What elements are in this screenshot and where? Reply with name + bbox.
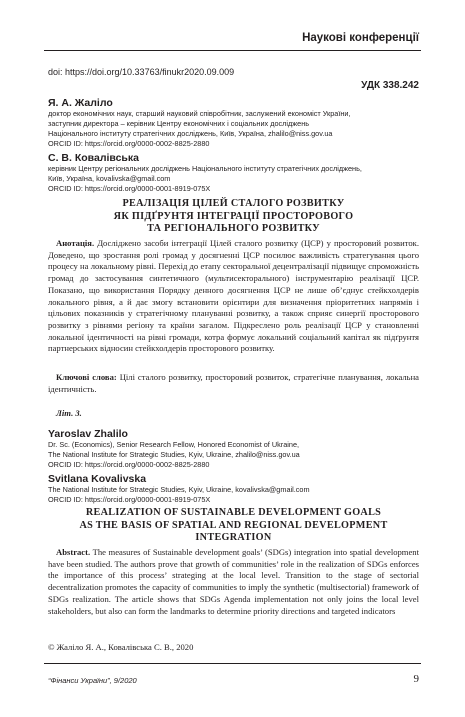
copyright-notice: © Жаліло Я. А., Ковалівська С. В., 2020 — [48, 642, 194, 652]
keywords-text: Цілі сталого розвитку, просторовий розвиток, стратегічне планування, локальна ідентичність. — [48, 372, 419, 394]
udc-code: УДК 338.242 — [361, 80, 419, 91]
affiliation-line: Dr. Sc. (Economics), Senior Research Fellow, Honored Economist of Ukraine, — [48, 440, 300, 449]
section-header: Наукові конференції — [302, 32, 419, 44]
author-block-uk-2 — [48, 152, 419, 194]
abstract-en — [48, 547, 419, 617]
author-name: Я. А. Жаліло — [48, 97, 113, 109]
keywords-label: Ключові слова: — [56, 372, 117, 382]
author-name: Yaroslav Zhalilo — [48, 428, 128, 440]
footer-rule — [44, 663, 421, 664]
article-title-en — [48, 507, 419, 545]
affiliation-line: Київ, Україна, kovalivska@gmail.com — [48, 174, 171, 183]
title-line: РЕАЛІЗАЦІЯ ЦІЛЕЙ СТАЛОГО РОЗВИТКУ — [122, 198, 345, 209]
abstract-text: Досліджено засоби інтеграції Цілей сталого розвитку (ЦСР) у просторовий розвиток. Доведено, що зростання ролі громад у досягненні ЦСР посилює важливість стратегування цього процесу на локальному рівні. Перехід до етапу секторальної децентралізації підвищує спроможність громад до застосування синтетичного (мультисекторального) інструментарію реалізації ЦСР. Показано, що використання Порядку денного досягнення ЦСР не лише об’єднує стейкхолдерів локального рівня, а й дає змогу встановити орієнтири для визначення пріоритетних напрямів і цільових показників у стратегічному плануванні розвитку, а також сприяє синергії просторового розвитку з рівнями регіону та країни загалом. Підкреслено роль реалізації ЦСР у становленні локальної ідентичності на рівні громади, котра формує локальний соціальний капітал як підґрунтя партнерських відносин стейкхолдерів просторового розвитку. — [48, 238, 419, 354]
abstract-label: Анотація. — [56, 238, 95, 248]
orcid-line[interactable]: ORCID ID: https://orcid.org/0000-0001-8919-075X — [48, 495, 211, 504]
affiliation-line: The National Institute for Strategic Studies, Kyiv, Ukraine, kovalivska@gmail.com — [48, 485, 310, 494]
affiliation-line: Національного інституту стратегічних досліджень, Київ, Україна, zhalilo@niss.gov.ua — [48, 129, 333, 138]
orcid-line[interactable]: ORCID ID: https://orcid.org/0000-0002-8825-2880 — [48, 139, 210, 148]
title-line: ЯК ПІДҐРУНТЯ ІНТЕГРАЦІЇ ПРОСТОРОВОГО — [113, 210, 354, 222]
abstract-label: Abstract. — [56, 547, 91, 557]
author-name: С. В. Ковалівська — [48, 152, 139, 164]
keywords-uk — [48, 372, 419, 395]
footer-journal-name: “Фінанси України”, 9/2020 — [48, 676, 137, 685]
affiliation-line: доктор економічних наук, старший науковий співробітник, заслужений економіст України, — [48, 109, 351, 118]
title-line: INTEGRATION — [195, 532, 272, 543]
page-number: 9 — [413, 673, 419, 685]
affiliation-line: керівник Центру регіональних досліджень Національного інституту стратегічних досліджень, — [48, 164, 362, 173]
header-rule — [44, 50, 421, 51]
author-name: Svitlana Kovalivska — [48, 473, 147, 485]
title-line: ТА РЕГІОНАЛЬНОГО РОЗВИТКУ — [147, 223, 320, 234]
abstract-uk — [48, 238, 419, 355]
orcid-line[interactable]: ORCID ID: https://orcid.org/0000-0001-8919-075X — [48, 184, 211, 193]
author-block-en-1 — [48, 428, 419, 470]
author-block-uk-1 — [48, 97, 419, 149]
orcid-line[interactable]: ORCID ID: https://orcid.org/0000-0002-8825-2880 — [48, 460, 210, 469]
affiliation-line: заступник директора – керівник Центру економічних і соціальних досліджень — [48, 119, 310, 128]
abstract-text: The measures of Sustainable development goals’ (SDGs) integration into spatial development have been studied. The authors prove that growth of communities’ role in the realization of SDGs enforces the importance of this process’ strateging at the local level. Transition to the stage of sectorial decentralization promotes the capacity of communities to imply the synthetic (multisectorial) framework of SDGs realization. The article shows that SDGs Agenda implementation not only joins the local level stakeholders, but also can form the landmarks to determine priority directions and targeted indicators — [48, 547, 419, 616]
title-line: REALIZATION OF SUSTAINABLE DEVELOPMENT GOALS — [85, 507, 382, 518]
references-count: Літ. 3. — [56, 408, 82, 418]
author-block-en-2 — [48, 473, 419, 505]
doi-link[interactable]: doi: https://doi.org/10.33763/finukr2020.09.009 — [48, 67, 235, 77]
article-title-uk — [48, 198, 419, 236]
title-line: AS THE BASIS OF SPATIAL AND REGIONAL DEVELOPMENT — [79, 519, 388, 531]
affiliation-line: The National Institute for Strategic Studies, Kyiv, Ukraine, zhalilo@niss.gov.ua — [48, 450, 300, 459]
